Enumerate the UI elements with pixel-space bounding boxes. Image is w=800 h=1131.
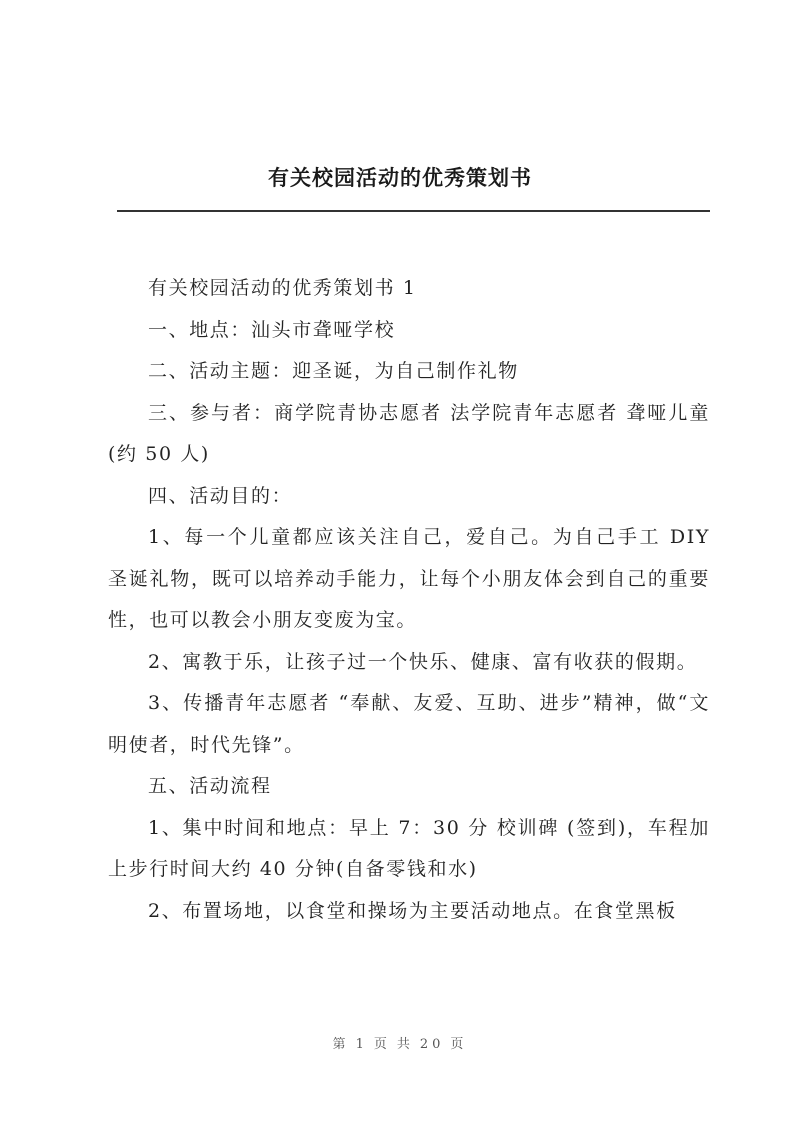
paragraph: 1、集中时间和地点：早上 7：30 分 校训碑 (签到)，车程加上步行时间大约 40 分钟(自备零钱和水) bbox=[108, 816, 710, 880]
paragraph: 五、活动流程 bbox=[148, 775, 272, 797]
total-pages: 20 bbox=[419, 1037, 445, 1052]
paragraph: 三、参与者：商学院青协志愿者 法学院青年志愿者 聋哑儿童(约 50 人) bbox=[108, 401, 710, 465]
page-footer bbox=[0, 1033, 800, 1052]
page-label: 第 bbox=[332, 1037, 350, 1052]
document-body bbox=[108, 268, 710, 932]
document-title: 有关校园活动的优秀策划书 bbox=[268, 165, 532, 190]
total-unit: 页 bbox=[450, 1037, 468, 1052]
paragraph: 2、布置场地，以食堂和操场为主要活动地点。在食堂黑板 bbox=[148, 899, 677, 922]
paragraph: 二、活动主题：迎圣诞，为自己制作礼物 bbox=[148, 360, 519, 382]
paragraph: 有关校园活动的优秀策划书 1 bbox=[148, 277, 417, 299]
paragraph: 一、地点：汕头市聋哑学校 bbox=[148, 318, 396, 341]
paragraph: 2、寓教于乐，让孩子过一个快乐、健康、富有收获的假期。 bbox=[148, 650, 698, 673]
page-unit: 页 bbox=[373, 1037, 391, 1052]
paragraph: 3、传播青年志愿者 “奉献、友爱、互助、进步”精神，做“文明使者，时代先锋”。 bbox=[108, 692, 710, 756]
total-label: 共 bbox=[396, 1037, 414, 1052]
paragraph: 1、每一个儿童都应该关注自己，爱自己。为自己手工 DIY 圣诞礼物，既可以培养动手能力，让每个小朋友体会到自己的重要性，也可以教会小朋友变废为宝。 bbox=[108, 526, 710, 631]
paragraph: 四、活动目的： bbox=[148, 484, 293, 507]
page-number: 1 bbox=[355, 1037, 368, 1052]
title-divider bbox=[117, 210, 710, 212]
